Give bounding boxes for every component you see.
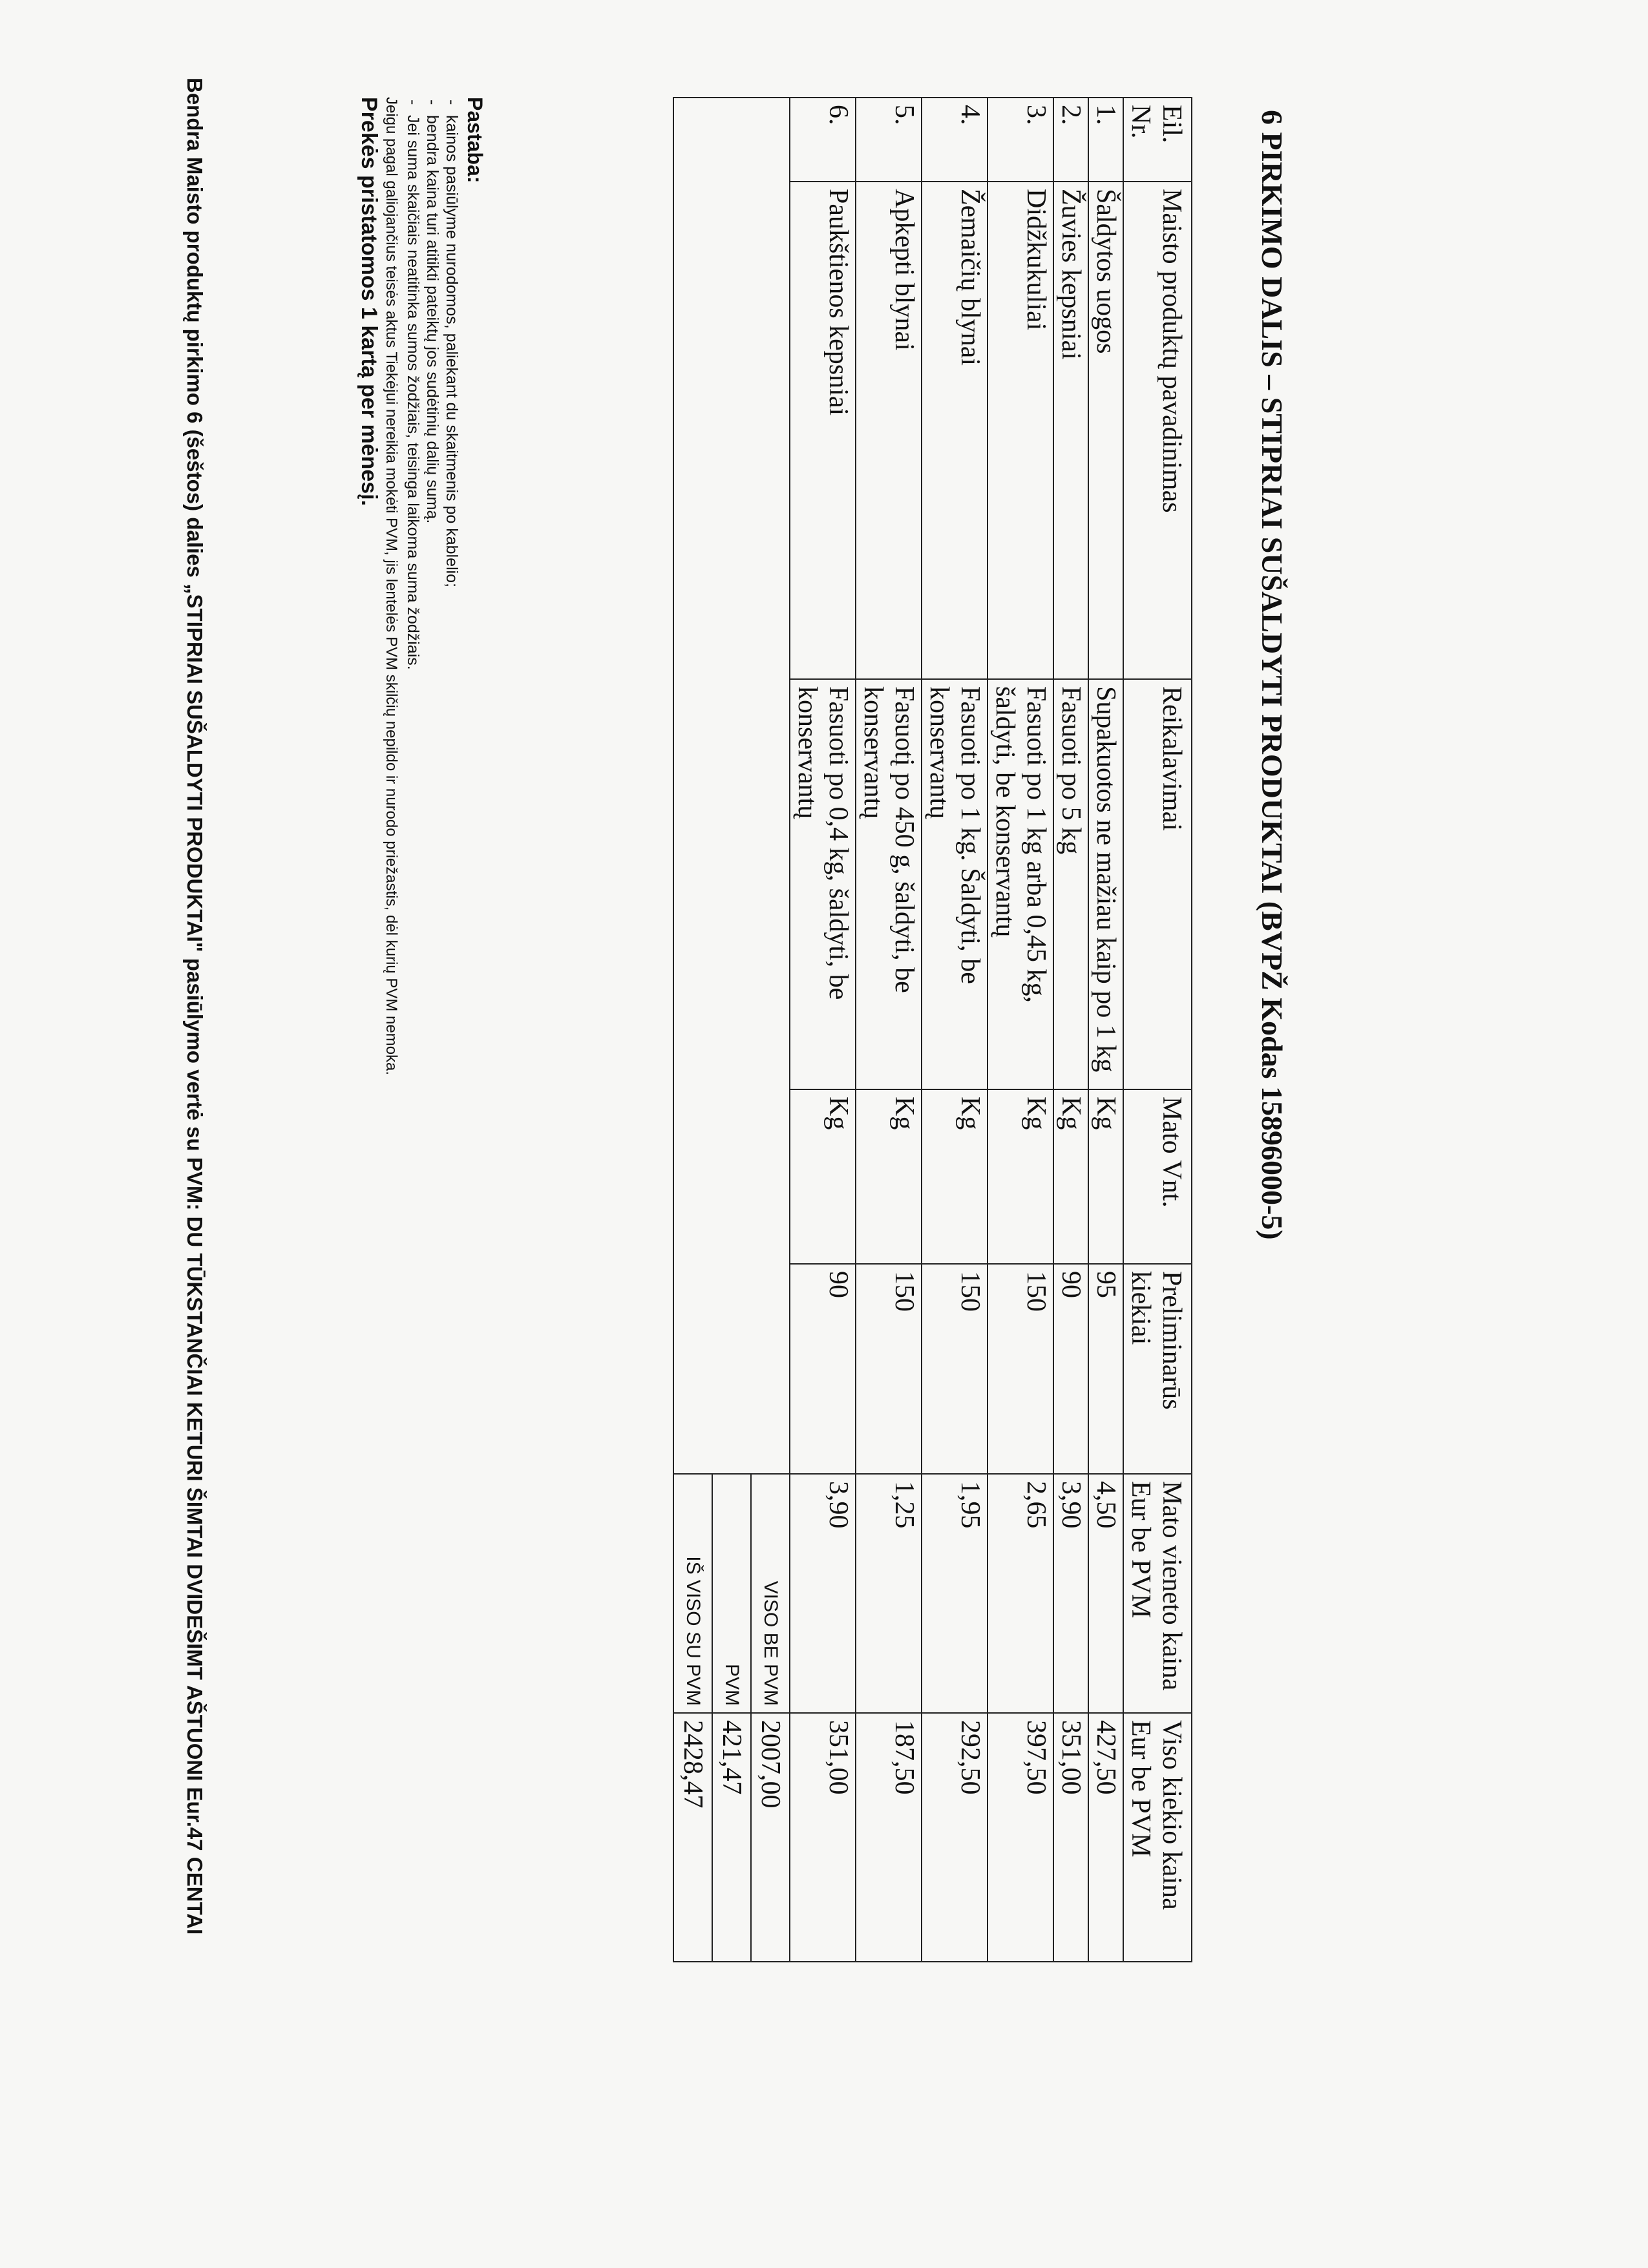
header-requirements: Reikalavimai (1123, 679, 1192, 1089)
cell-requirements: Fasuoti po 5 kg (1053, 679, 1088, 1089)
cell-unit: Kg (1053, 1089, 1088, 1264)
cell-requirements: Supakuotos ne mažiau kaip po 1 kg (1088, 679, 1123, 1089)
cell-name: Didžkukuliai (988, 182, 1053, 679)
cell-total: 292,50 (922, 1713, 988, 1962)
summary-value-vat: 421,47 (712, 1713, 751, 1962)
cell-quantity: 90 (1053, 1264, 1088, 1474)
notes-section (357, 97, 485, 1075)
cell-nr: 4. (922, 98, 988, 182)
vat-note: Jeigu pagal galiojančius teisės aktus Tiekėjui nereikia mokėti PVM, jis lentelės PVM skilčių nepildo ir nurodo priežastis, dėl kurių PVM nemoka. (383, 97, 400, 1076)
header-unit-price: Mato vieneto kaina Eur be PVM (1123, 1474, 1192, 1713)
cell-quantity: 150 (988, 1264, 1053, 1474)
table-row (922, 98, 988, 1962)
cell-name: Paukštienos kepsniai (790, 182, 856, 679)
cell-unit: Kg (1088, 1089, 1123, 1264)
notes-title: Pastaba: (463, 97, 487, 184)
notes-list (403, 97, 461, 1075)
cell-quantity: 90 (790, 1264, 856, 1474)
final-statement: Bendra Maisto produktų pirkimo 6 (šeštos) dalies „STIPRIAI SUŠALDYTI PRODUKTAI" pasiūlymo vertė su PVM: DU TŪKSTANČIAI KETURI ŠIMTAI DVIDEŠIMT AŠTUONI Eur.47 CENTAI (183, 78, 207, 1935)
summary-spacer (712, 98, 751, 1474)
cell-nr: 3. (988, 98, 1053, 182)
cell-nr: 5. (856, 98, 922, 182)
table-row (856, 98, 922, 1962)
summary-spacer (751, 98, 790, 1474)
cell-unit: Kg (856, 1089, 922, 1264)
note-item: - kainos pasiūlyme nurodomos, paliekant du skaitmenis po kablelio; (442, 115, 461, 1075)
header-quantity: Preliminarūs kiekiai (1123, 1264, 1192, 1474)
products-table (673, 97, 1192, 1962)
note-item: - bendra kaina turi atitikti pateiktų jos sudėtinių dalių sumą. (423, 115, 442, 1075)
cell-total: 351,00 (790, 1713, 856, 1962)
summary-label-vat: PVM (712, 1474, 751, 1713)
header-nr: Eil. Nr. (1123, 98, 1192, 182)
cell-requirements: Fasuoti po 0,4 kg, šaldyti, be konservantų (790, 679, 856, 1089)
header-total: Viso kiekio kaina Eur be PVM (1123, 1713, 1192, 1962)
summary-value-gross: 2428,47 (673, 1713, 712, 1962)
note-item: - Jei suma skaičiais neatitinka sumos žodžiais, teisinga laikoma suma žodžiais. (403, 115, 423, 1075)
cell-nr: 2. (1053, 98, 1088, 182)
table-row (790, 98, 856, 1962)
cell-unit: Kg (790, 1089, 856, 1264)
header-unit: Mato Vnt. (1123, 1089, 1192, 1264)
cell-requirements: Fasuoti po 1 kg. Šaldyti, be konservantų (922, 679, 988, 1089)
table-row (1053, 98, 1088, 1962)
cell-unit-price: 1,25 (856, 1474, 922, 1713)
cell-unit: Kg (988, 1089, 1053, 1264)
page-title: 6 PIRKIMO DALIS – STIPRIAI SUŠALDYTI PRODUKTAI (BVPŽ Kodas 15896000-5) (1256, 110, 1289, 1240)
cell-requirements: Fasuotį po 450 g, šaldyti, be konservantų (856, 679, 922, 1089)
cell-quantity: 150 (922, 1264, 988, 1474)
cell-total: 427,50 (1088, 1713, 1123, 1962)
cell-unit: Kg (922, 1089, 988, 1264)
cell-quantity: 150 (856, 1264, 922, 1474)
cell-requirements: Fasuoti po 1 kg arba 0,45 kg, šaldyti, be konservantų (988, 679, 1053, 1089)
summary-row-gross (673, 98, 712, 1962)
cell-unit-price: 1,95 (922, 1474, 988, 1713)
cell-name: Žemaičių blynai (922, 182, 988, 679)
cell-nr: 1. (1088, 98, 1123, 182)
table-header-row (1123, 98, 1192, 1962)
cell-unit-price: 3,90 (790, 1474, 856, 1713)
summary-label-net: VISO BE PVM (751, 1474, 790, 1713)
summary-row-vat (712, 98, 751, 1962)
cell-total: 351,00 (1053, 1713, 1088, 1962)
cell-unit-price: 3,90 (1053, 1474, 1088, 1713)
summary-value-net: 2007,00 (751, 1713, 790, 1962)
summary-row-net (751, 98, 790, 1962)
header-name: Maisto produktų pavadinimas (1123, 182, 1192, 679)
cell-name: Šaldytos uogos (1088, 182, 1123, 679)
summary-label-gross: IŠ VISO SU PVM (673, 1474, 712, 1713)
cell-name: Žuvies kepsniai (1053, 182, 1088, 679)
table-row (988, 98, 1053, 1962)
cell-total: 397,50 (988, 1713, 1053, 1962)
cell-unit-price: 2,65 (988, 1474, 1053, 1713)
cell-quantity: 95 (1088, 1264, 1123, 1474)
summary-spacer (673, 98, 712, 1474)
cell-unit-price: 4,50 (1088, 1474, 1123, 1713)
cell-total: 187,50 (856, 1713, 922, 1962)
delivery-note: Prekės pristatomos 1 kartą per mėnesį. (357, 97, 381, 507)
cell-name: Apkepti blynai (856, 182, 922, 679)
table-row (1088, 98, 1123, 1962)
cell-nr: 6. (790, 98, 856, 182)
